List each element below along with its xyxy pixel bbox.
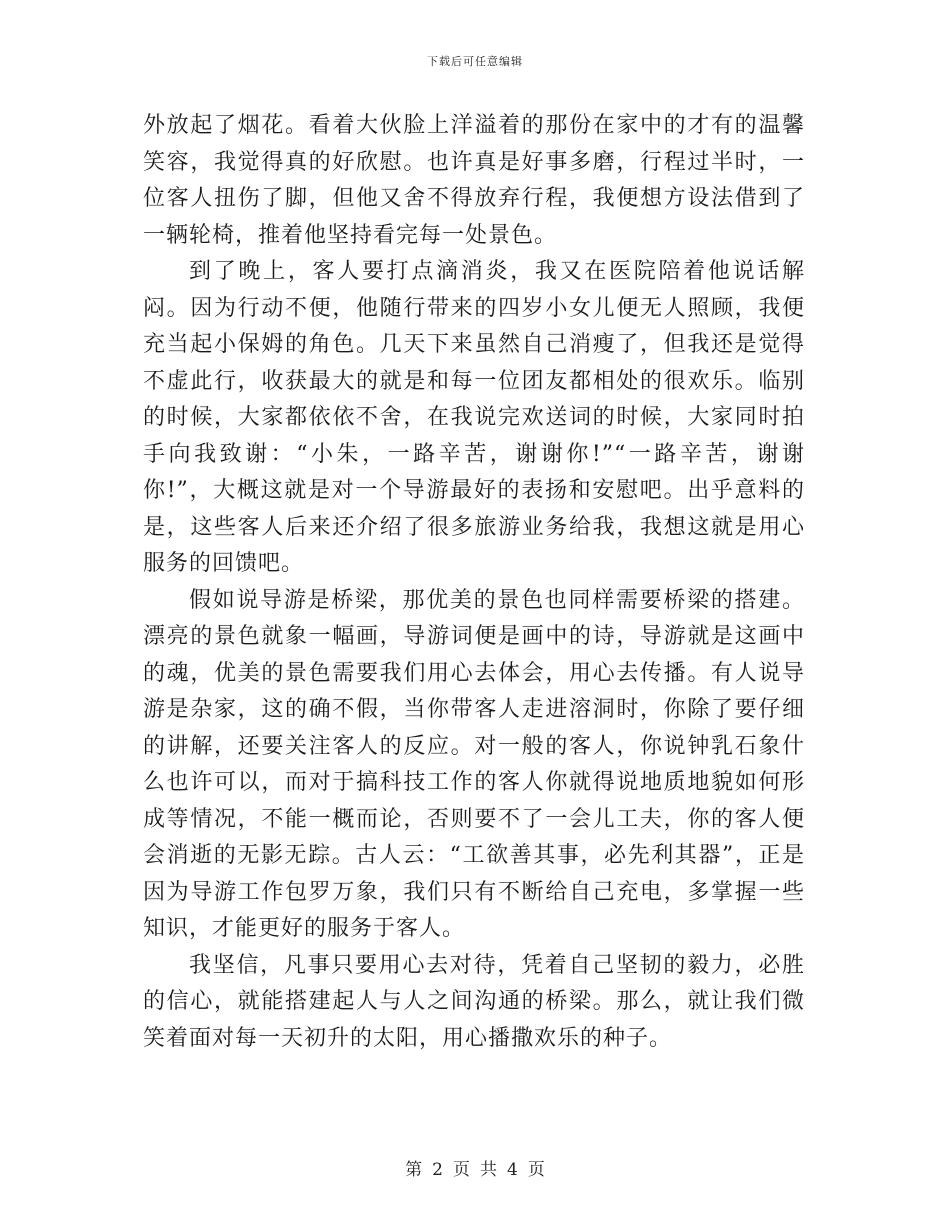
footer-current-page: 2 xyxy=(432,1160,443,1180)
footer-total-pages: 4 xyxy=(507,1160,518,1180)
footer-page-word: 页 xyxy=(453,1160,470,1180)
footer-total-word: 共 xyxy=(480,1160,497,1180)
page-number-footer xyxy=(0,1155,950,1180)
paragraph-1: 外放起了烟花。看着大伙脸上洋溢着的那份在家中的才有的温馨笑容，我觉得真的好欣慰。也许真是好事多磨，行程过半时，一位客人扭伤了脚，但他又舍不得放弃行程，我便想方设法借到了一辆轮椅，推着他坚持看完每一处景色。 xyxy=(143,113,805,248)
document-body xyxy=(143,108,805,1057)
paragraph-2: 到了晚上，客人要打点滴消炎，我又在医院陪着他说话解闷。因为行动不便，他随行带来的四岁小女儿便无人照顾，我便充当起小保姆的角色。几天下来虽然自己消瘦了，但我还是觉得不虚此行，收获最大的就是和每一位团友都相处的很欢乐。临别的时候，大家都依依不舍，在我说完欢送词的时候，大家同时拍手向我致谢：“小朱，一路辛苦，谢谢你!”“一路辛苦，谢谢你!”，大概这就是对一个导游最好的表扬和安慰吧。出乎意料的是，这些客人后来还介绍了很多旅游业务给我，我想这就是用心服务的回馈吧。 xyxy=(143,259,805,576)
footer-suffix: 页 xyxy=(527,1160,545,1180)
paragraph-3: 假如说导游是桥梁，那优美的景色也同样需要桥梁的搭建。漂亮的景色就象一幅画，导游词便是画中的诗，导游就是这画中的魂，优美的景色需要我们用心去体会，用心去传播。有人说导游是杂家，这的确不假，当你带客人走进溶洞时，你除了要仔细的讲解，还要关注客人的反应。对一般的客人，你说钟乳石象什么也许可以，而对于搞科技工作的客人你就得说地质地貌如何形成等情况，不能一概而论，否则要不了一会儿工夫，你的客人便会消逝的无影无踪。古人云：“工欲善其事，必先利其器”，正是因为导游工作包罗万象，我们只有不断给自己充电，多掌握一些知识，才能更好的服务于客人。 xyxy=(143,587,805,941)
footer-prefix: 第 xyxy=(405,1160,423,1180)
page-header-note: 下载后可任意编辑 xyxy=(427,55,523,68)
paragraph-4: 我坚信，凡事只要用心去对待，凭着自己坚韧的毅力，必胜的信心，就能搭建起人与人之间沟通的桥梁。那么，就让我们微笑着面对每一天初升的太阳，用心播撒欢乐的种子。 xyxy=(143,952,805,1051)
